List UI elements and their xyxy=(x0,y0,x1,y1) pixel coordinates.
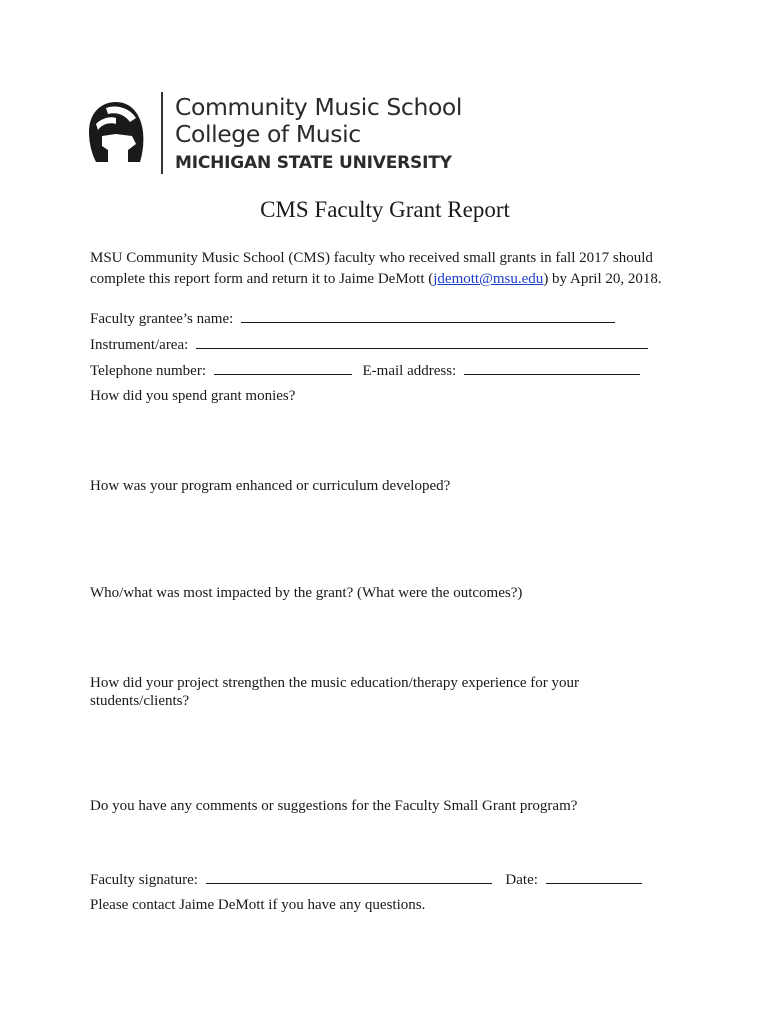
question-3: Who/what was most impacted by the grant? (What were the outcomes?) xyxy=(90,585,523,601)
email-link[interactable]: jdemott@msu.edu xyxy=(433,271,544,287)
intro-paragraph xyxy=(90,248,662,290)
telephone-field-label: Telephone number: xyxy=(90,363,206,379)
signature-field-line[interactable] xyxy=(206,870,492,884)
signature-row xyxy=(90,870,642,889)
intro-line-2 xyxy=(90,269,662,290)
telephone-field-line[interactable] xyxy=(214,361,352,375)
intro-text-after-email: ) by April 20, 2018. xyxy=(543,271,662,287)
question-5: Do you have any comments or suggestions for the Faculty Small Grant program? xyxy=(90,798,578,814)
logo-divider xyxy=(161,92,163,174)
email-field-label: E-mail address: xyxy=(362,363,457,379)
contact-note: Please contact Jaime DeMott if you have any questions. xyxy=(90,897,426,913)
question-1: How did you spend grant monies? xyxy=(90,388,296,404)
logo-line-school: Community Music School xyxy=(175,93,463,121)
intro-text-before-email: complete this report form and return it to Jaime DeMott ( xyxy=(90,271,434,287)
contact-fields-row xyxy=(90,361,640,380)
cms-logo xyxy=(86,92,466,176)
name-field-line[interactable] xyxy=(241,309,615,323)
instrument-field-line[interactable] xyxy=(196,335,648,349)
instrument-field-label: Instrument/area: xyxy=(90,337,189,353)
instrument-field-row xyxy=(90,335,648,354)
intro-line-1: MSU Community Music School (CMS) faculty who received small grants in fall 2017 should xyxy=(90,250,653,266)
question-4-line-1: How did your project strengthen the music education/therapy experience for your xyxy=(90,675,580,691)
logo-wordmark xyxy=(175,94,462,175)
name-field-label: Faculty grantee’s name: xyxy=(90,311,234,327)
question-4 xyxy=(90,674,579,710)
date-field-label: Date: xyxy=(505,872,538,888)
question-4-line-2: students/clients? xyxy=(90,693,190,709)
signature-field-label: Faculty signature: xyxy=(90,872,198,888)
page-title: CMS Faculty Grant Report xyxy=(260,197,510,222)
date-field-line[interactable] xyxy=(546,870,642,884)
name-field-row xyxy=(90,309,615,328)
spartan-helmet-icon xyxy=(86,100,146,168)
question-2: How was your program enhanced or curriculum developed? xyxy=(90,478,451,494)
logo-line-university: MICHIGAN STATE UNIVERSITY xyxy=(175,153,452,173)
logo-line-college: College of Music xyxy=(175,120,361,148)
email-field-line[interactable] xyxy=(464,361,640,375)
